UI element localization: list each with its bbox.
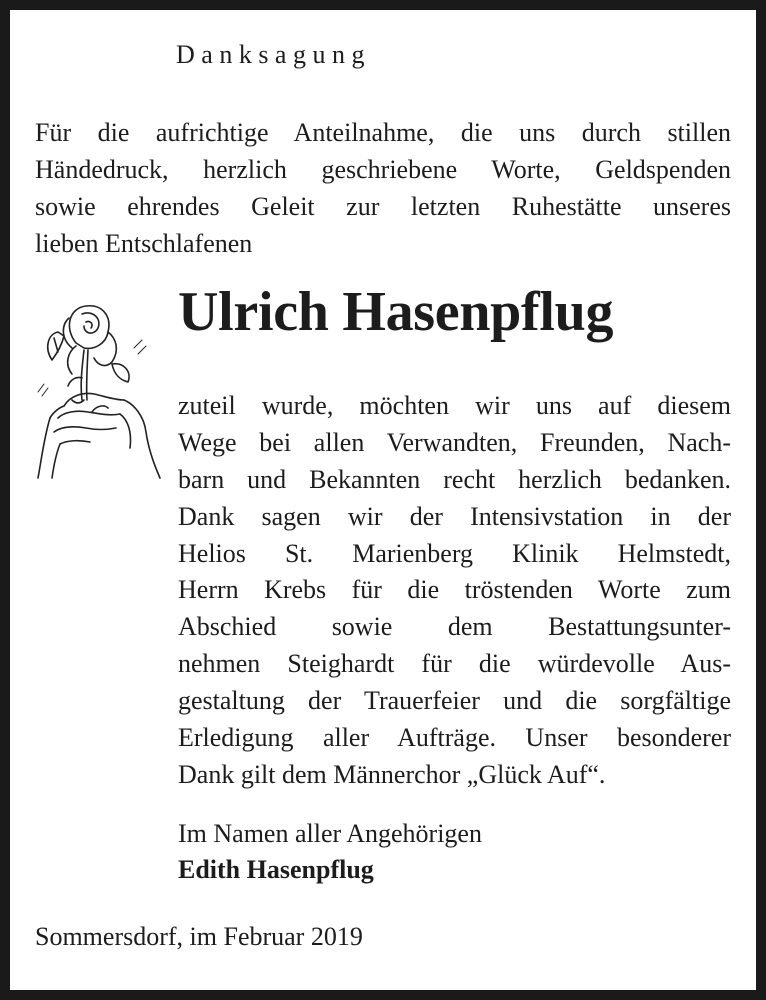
intro-line: sowie ehrendes Geleit zur letzten Ruhestätte unseres bbox=[35, 192, 731, 221]
heading: Danksagung bbox=[176, 40, 371, 69]
closing-lead: Im Namen aller Angehörigen bbox=[178, 819, 482, 848]
body-line: gestaltung der Trauerfeier und die sorgfältige bbox=[178, 686, 731, 716]
body-line: zuteil wurde, möchten wir uns auf diesem bbox=[178, 391, 731, 420]
deceased-name: Ulrich Hasenpflug bbox=[178, 281, 614, 343]
signer-name: Edith Hasenpflug bbox=[178, 855, 374, 884]
body-line: nehmen Steighardt für die würdevolle Aus- bbox=[178, 649, 731, 679]
body-line: Abschied sowie dem Bestattungsunter- bbox=[178, 612, 731, 642]
closing-block bbox=[178, 816, 482, 888]
body-line: barn und Bekannten recht herzlich bedanken. bbox=[178, 464, 731, 494]
hand-holding-rose-icon bbox=[24, 288, 174, 488]
body-line: Helios St. Marienberg Klinik Helmstedt, bbox=[178, 538, 731, 568]
obituary-card bbox=[10, 10, 756, 990]
body-line: Dank gilt dem Männerchor „Glück Auf“. bbox=[178, 759, 606, 789]
body-line: Dank sagen wir der Intensivstation in der bbox=[178, 501, 731, 531]
intro-paragraph bbox=[35, 114, 731, 262]
body-line: Wege bei allen Verwandten, Freunden, Nach- bbox=[178, 427, 731, 457]
body-paragraph bbox=[178, 388, 731, 794]
intro-line: lieben Entschlafenen bbox=[35, 229, 253, 258]
intro-line: Für die aufrichtige Anteilnahme, die uns durch stillen bbox=[35, 118, 731, 147]
body-line: Erledigung aller Aufträge. Unser besonderer bbox=[178, 723, 731, 753]
place-date: Sommersdorf, im Februar 2019 bbox=[35, 922, 363, 951]
intro-line: Händedruck, herzlich geschriebene Worte, Geldspenden bbox=[35, 155, 731, 184]
body-line: Herrn Krebs für die tröstenden Worte zum bbox=[178, 575, 731, 605]
